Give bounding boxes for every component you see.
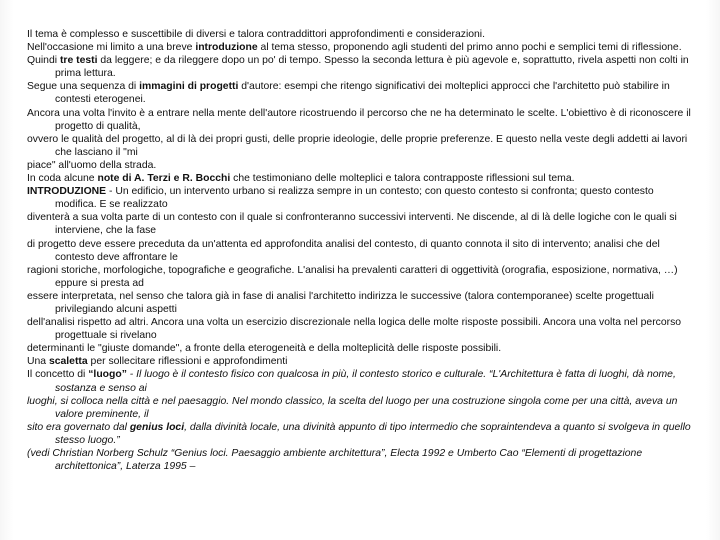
- paragraph-street-man: [27, 159, 697, 172]
- text-run: diventerà a sua volta parte di un contesto con il quale si confronteranno successivi interventi. Ne discende, al di là delle logiche con le quali si interviene, che la fase: [27, 212, 677, 237]
- italic-run: luoghi, si colloca nella città e nel paesaggio. Nel mondo classico, la scelta del luogo per una costruzione singola come per una città, aveva un valore preminente, il: [27, 395, 678, 420]
- paragraph-context-5: [27, 316, 697, 342]
- paragraph-genius-loci: [27, 421, 697, 447]
- text-run: essere interpretata, nel senso che talora già in fase di analisi l'architetto indirizza le successive (talora contemporanee) scelte progettuali privilegiando alcuni aspetti: [27, 290, 654, 315]
- text-run: dell'analisi rispetto ad altri. Ancora una volta un esercizio discrezionale nella logica delle molte risposte possibili. Ancora una volta nel percorso progettuale si rivelano: [27, 317, 682, 342]
- bold-italic-run: genius loci: [129, 421, 185, 433]
- text-run: che testimoniano delle molteplici e talora contrapposte riflessioni sul tema.: [230, 173, 575, 185]
- document-text: [27, 28, 697, 473]
- paragraph-project-quality: [27, 133, 697, 159]
- paragraph-author-mind: [27, 107, 697, 133]
- text-run: Ancora una volta l'invito è a entrare nella mente dell'autore ricostruendo il percorso che ne ha determinato le scelte. L'obiettivo è di riconoscere il progetto di qualità,: [27, 107, 691, 132]
- text-run: da leggere; e da rileggere dopo un po' di tempo. Spesso la seconda lettura è più agevole e, soprattutto, rivela aspetti non colti in prima lettura.: [55, 55, 689, 80]
- paragraph-luogo: [27, 368, 697, 394]
- paragraph-luogo-2: [27, 395, 697, 421]
- paragraph-introduzione: [27, 185, 697, 211]
- paragraph-context-1: [27, 211, 697, 237]
- bold-run: immagini di progetti: [139, 81, 239, 93]
- paragraph-notes: [27, 172, 697, 185]
- text-run: - Un edificio, un intervento urbano si realizza sempre in un contesto; con questo contesto si confronta; questo contesto modifica. E se realizzato: [55, 186, 654, 211]
- paragraph-context-6: [27, 342, 697, 355]
- bold-run: introduzione: [195, 42, 258, 54]
- paragraph-introduction: [27, 41, 697, 54]
- paragraph-context-2: [27, 238, 697, 264]
- bold-run: tre testi: [59, 55, 98, 67]
- paragraph-context-4: [27, 290, 697, 316]
- text-run: al tema stesso, proponendo agli studenti del primo anno pochi e semplici temi di riflessione.: [257, 42, 682, 54]
- paragraph-scaletta: [27, 355, 697, 368]
- paragraph-three-texts: [27, 54, 697, 80]
- text-run: Segue una sequenza di: [27, 81, 140, 93]
- paragraph-references: [27, 447, 697, 473]
- text-run: per sollecitare riflessioni e approfondimenti: [87, 356, 288, 368]
- italic-run: (vedi Christian Norberg Schulz “Genius loci. Paesaggio ambiente architettura”, Electa 1992 e Umberto Cao “Elementi di progettazione architettonica”, Laterza 1995 –: [27, 448, 643, 473]
- text-run: piace" all'uomo della strada.: [27, 159, 157, 171]
- text-run: Il concetto di: [27, 369, 89, 381]
- paragraph-context-3: [27, 264, 697, 290]
- text-run: Nell'occasione mi limito a una breve: [27, 42, 196, 54]
- text-run: ovvero le qualità del progetto, al di là dei propri gusti, delle proprie ideologie, delle proprie preferenze. E questo nella veste degli addetti ai lavori che lasciano il "mi: [27, 133, 688, 158]
- paragraph-project-images: [27, 80, 697, 106]
- italic-run: , dalla divinità locale, una divinità appunto di tipo intermedio che sopraintendeva a quanto si svolgeva in quello stesso luogo.”: [55, 421, 691, 446]
- text-run: determinanti le "giuste domande", a fronte della eterogeneità e della molteplicità delle risposte possibili.: [27, 343, 502, 355]
- italic-run: - Il luogo è il contesto fisico con qualcosa in più, il contesto storico e culturale. “L'Architettura è fatta di luoghi, dà nome, sostanza e senso ai: [55, 369, 676, 394]
- bold-run: INTRODUZIONE: [27, 186, 107, 198]
- text-run: d'autore: esempi che ritengo significativi dei molteplici approcci che l'architetto può stabilire in contesti eterogenei.: [55, 81, 670, 106]
- paragraph-intro-theme: [27, 28, 697, 41]
- text-run: Una: [27, 356, 49, 368]
- text-run: Quindi: [27, 55, 60, 67]
- text-run: di progetto deve essere preceduta da un'attenta ed approfondita analisi del contesto, di quanto connota il sito di intervento; analisi che del contesto deve affrontare le: [27, 238, 660, 263]
- bold-run: “luogo”: [88, 369, 127, 381]
- text-run: ragioni storiche, morfologiche, topografiche e geografiche. L'analisi ha prevalenti caratteri di oggettività (orografia, esposizione, normativa, …) eppure si presta ad: [27, 264, 678, 289]
- bold-run: scaletta: [48, 356, 88, 368]
- italic-run: sito era governato dal: [27, 421, 130, 433]
- bold-run: note di A. Terzi e R. Bocchi: [97, 173, 231, 185]
- text-run: In coda alcune: [27, 173, 98, 185]
- text-run: Il tema è complesso e suscettibile di diversi e talora contraddittori approfondimenti e considerazioni.: [27, 29, 485, 40]
